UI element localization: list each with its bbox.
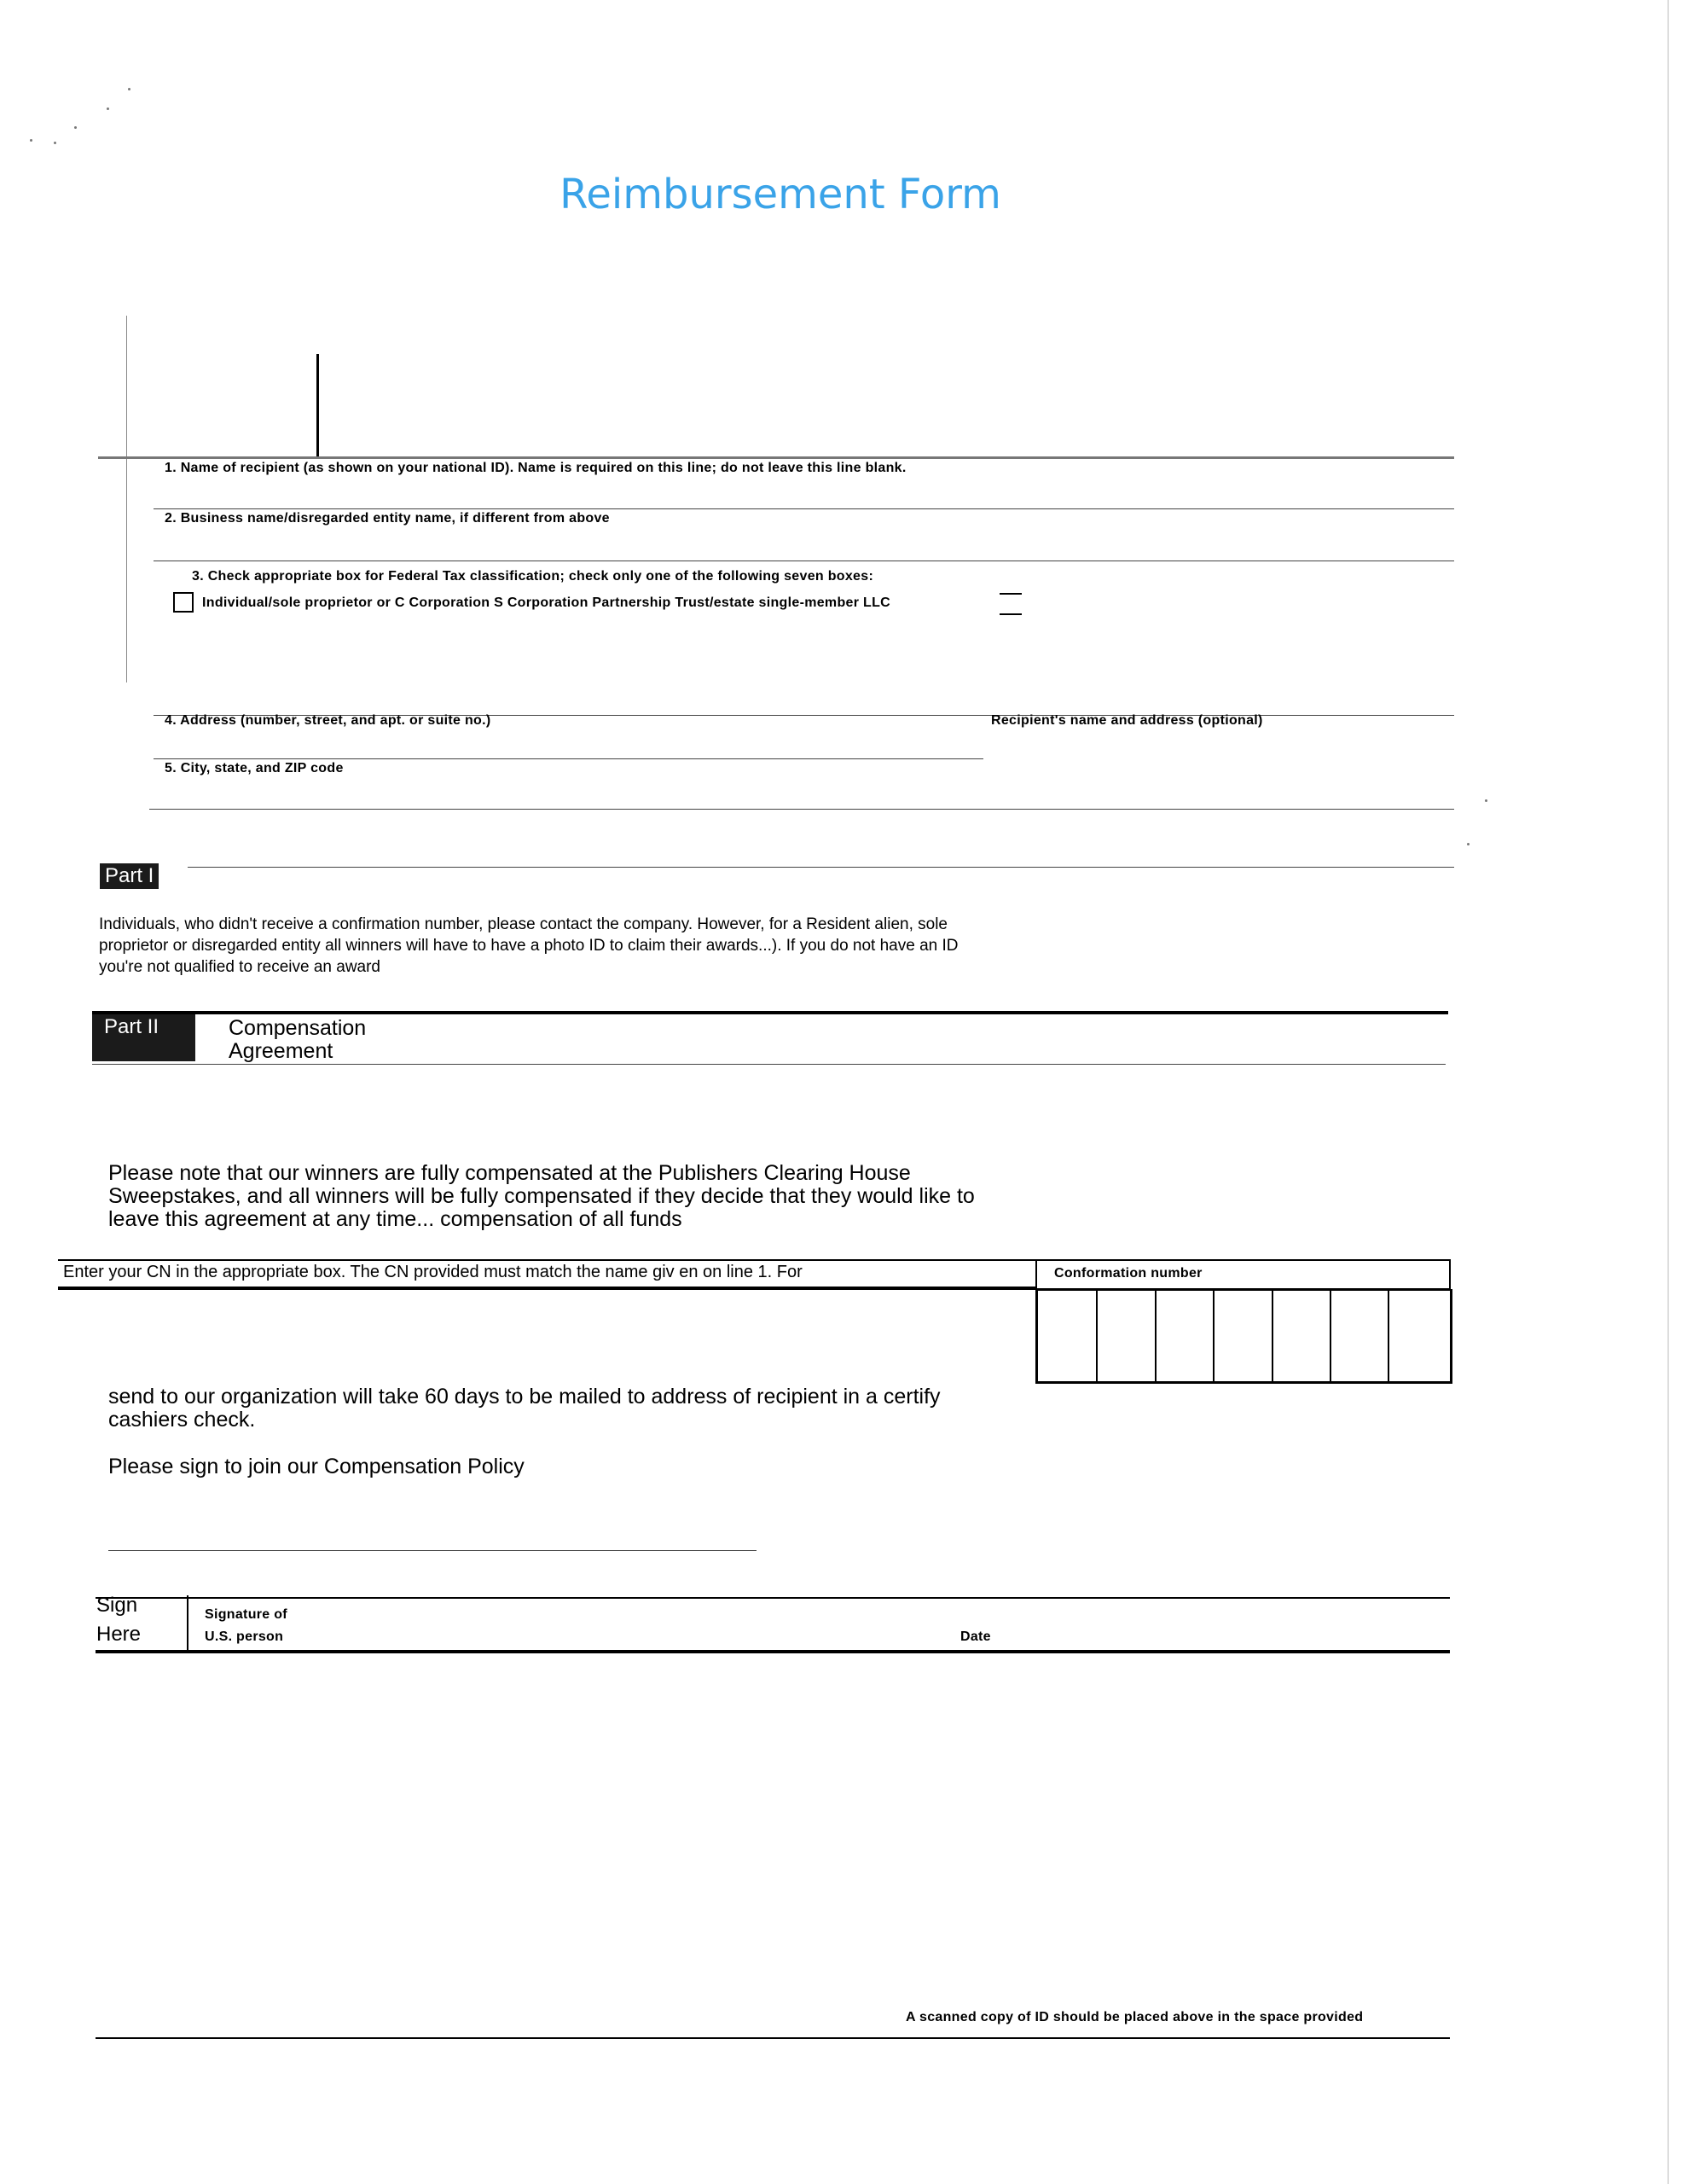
cn-entry-boxes[interactable] — [1035, 1289, 1452, 1384]
scan-speck — [30, 139, 32, 142]
signature-field-line[interactable] — [96, 1650, 1450, 1653]
sign-label-line2: Here — [96, 1623, 142, 1646]
page-title: Reimbursement Form — [559, 171, 1001, 218]
scan-speck — [54, 142, 56, 144]
address-label: 4. Address (number, street, and apt. or suite no.) — [165, 713, 491, 728]
sign-prompt: Please sign to join our Compensation Policy — [108, 1455, 525, 1478]
cn-row-bottom-rule — [58, 1287, 1037, 1290]
part2-top-rule — [92, 1011, 1448, 1014]
policy-signature-line[interactable] — [108, 1550, 757, 1551]
name-field-line[interactable] — [154, 508, 1454, 509]
cn-cell-divider — [1155, 1289, 1157, 1381]
city-state-zip-label: 5. City, state, and ZIP code — [165, 761, 344, 775]
cn-row-top-rule — [58, 1259, 1037, 1261]
signature-label-line1: Signature of — [205, 1607, 287, 1622]
cn-cell-divider — [1330, 1289, 1331, 1381]
part2-title-line1: Compensation — [229, 1016, 367, 1040]
scan-speck — [1485, 799, 1487, 802]
recipient-optional-label: Recipient's name and address (optional) — [991, 713, 1263, 728]
tax-classification-label: 3. Check appropriate box for Federal Tax classification; check only one of the following seven boxes: — [192, 569, 874, 584]
cn-cell-divider — [1213, 1289, 1215, 1381]
cn-cell-divider — [1388, 1289, 1389, 1381]
part2-title-line2: Agreement — [229, 1039, 333, 1063]
form-left-border — [126, 316, 127, 682]
signature-label-line2: U.S. person — [205, 1629, 284, 1644]
cn-label: Conformation number — [1054, 1266, 1203, 1281]
part2-bottom-rule — [92, 1064, 1446, 1065]
part1-label: Part I — [100, 863, 159, 889]
date-label: Date — [960, 1629, 991, 1644]
llc-dash-bottom — [1000, 613, 1022, 615]
part2-label: Part II — [92, 1014, 195, 1061]
cn-cell-divider — [1272, 1289, 1273, 1381]
address-line[interactable] — [154, 758, 983, 759]
sign-label-line1: Sign — [96, 1594, 138, 1617]
scan-speck — [74, 126, 77, 129]
part1-rule — [188, 867, 1454, 868]
cn-cell-divider — [1096, 1289, 1098, 1381]
compensation-paragraph: Please note that our winners are fully compensated at the Publishers Clearing House Sweepstakes, and all winners will be fully compensated if they decide that they would like to leave this agreement at any time... compensation of all funds — [108, 1161, 975, 1231]
scan-speck — [128, 88, 130, 90]
llc-dash-top — [1000, 593, 1022, 595]
cn-label-box — [1035, 1259, 1451, 1291]
cn-instruction: Enter your CN in the appropriate box. The CN provided must match the name giv en on line 1. For — [63, 1263, 803, 1281]
footer-rule — [96, 2037, 1450, 2039]
scan-edge — [1667, 0, 1669, 2184]
mailing-paragraph: send to our organization will take 60 days to be mailed to address of recipient in a certify cashiers check. — [108, 1385, 941, 1432]
form-top-rule — [98, 456, 1454, 459]
classification-options: Individual/sole proprietor or C Corporation S Corporation Partnership Trust/estate single-member LLC — [202, 595, 890, 610]
city-state-zip-line[interactable] — [149, 809, 1454, 810]
scan-speck — [1467, 843, 1470, 845]
name-field-label: 1. Name of recipient (as shown on your national ID). Name is required on this line; do not leave this line blank. — [165, 461, 907, 475]
individual-checkbox[interactable] — [173, 592, 194, 613]
business-name-label: 2. Business name/disregarded entity name, if different from above — [165, 511, 610, 526]
sign-divider — [187, 1595, 188, 1653]
part1-text: Individuals, who didn't receive a confirmation number, please contact the company. However, for a Resident alien, sole proprietor or disregarded entity all winners will have to have a photo ID to claim their awards...). If you do not have an ID you're not qualified to receive an award — [99, 915, 959, 976]
id-photo-divider — [316, 354, 319, 458]
sign-top-rule — [96, 1597, 1450, 1599]
footer-note: A scanned copy of ID should be placed above in the space provided — [906, 2010, 1364, 2024]
scan-speck — [107, 107, 109, 110]
